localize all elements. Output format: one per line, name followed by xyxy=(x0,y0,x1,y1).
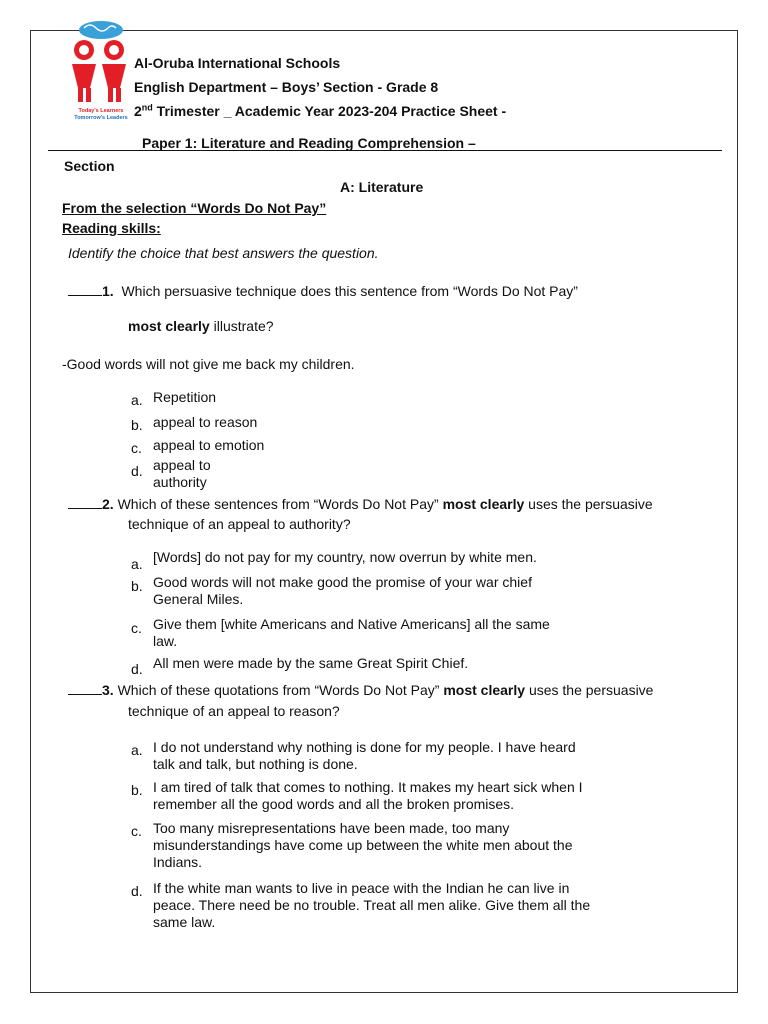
question-1-stem-line2: most clearly illustrate? xyxy=(128,318,274,334)
logo-tagline-2: Tomorrow's Leaders xyxy=(74,115,128,121)
answer-blank-1[interactable] xyxy=(68,284,102,296)
q2-option-b-letter: b. xyxy=(131,578,143,594)
q1-option-b: appeal to reason xyxy=(153,414,258,430)
reading-skills-heading: Reading skills: xyxy=(62,220,161,236)
q3-option-d: If the white man wants to live in peace with the Indian he can live in peace. There need be no trouble. Treat all men alike. Give them all the same law. xyxy=(153,880,591,930)
q3-option-d-letter: d. xyxy=(131,883,143,899)
instruction: Identify the choice that best answers the question. xyxy=(68,245,379,261)
header-divider xyxy=(48,150,722,151)
q2-option-c-letter: c. xyxy=(131,620,142,636)
q2-option-d: All men were made by the same Great Spirit Chief. xyxy=(153,655,469,671)
q3-option-a: I do not understand why nothing is done for my people. I have heard talk and talk, but nothing is done. xyxy=(153,739,576,772)
question-2-stem-line2: technique of an appeal to authority? xyxy=(128,516,351,532)
section-name: A: Literature xyxy=(340,179,424,195)
trimester-line: 2nd Trimester _ Academic Year 2023-204 Practice Sheet - xyxy=(134,102,507,119)
q2-option-b: Good words will not make good the promise of your war chief General Miles. xyxy=(153,574,532,607)
q1-option-c-letter: c. xyxy=(131,440,142,456)
department-line: English Department – Boys’ Section - Grade 8 xyxy=(134,79,439,95)
q1-option-b-letter: b. xyxy=(131,417,143,433)
q1-option-d: appeal to authority xyxy=(153,457,211,490)
q1-option-c: appeal to emotion xyxy=(153,437,265,453)
q2-option-a: [Words] do not pay for my country, now overrun by white men. xyxy=(153,549,537,565)
question-1-stem: 1. Which persuasive technique does this sentence from “Words Do Not Pay” xyxy=(68,283,578,299)
q3-option-c-letter: c. xyxy=(131,823,142,839)
q3-option-a-letter: a. xyxy=(131,742,143,758)
question-3-stem: 3. Which of these quotations from “Words Do Not Pay” most clearly uses the persuasive xyxy=(68,682,653,698)
question-2-stem: 2. Which of these sentences from “Words Do Not Pay” most clearly uses the persuasive xyxy=(68,496,653,512)
answer-blank-3[interactable] xyxy=(68,683,102,695)
answer-blank-2[interactable] xyxy=(68,497,102,509)
q1-option-d-letter: d. xyxy=(131,463,143,479)
q3-option-b: I am tired of talk that comes to nothing. It makes my heart sick when I remember all the good words and all the broken promises. xyxy=(153,779,583,812)
question-3-stem-line2: technique of an appeal to reason? xyxy=(128,703,340,719)
q2-option-a-letter: a. xyxy=(131,556,143,572)
q2-option-d-letter: d. xyxy=(131,661,143,677)
section-label: Section xyxy=(64,158,115,174)
question-1-quote: -Good words will not give me back my children. xyxy=(62,356,355,372)
q3-option-b-letter: b. xyxy=(131,782,143,798)
q1-option-a-letter: a. xyxy=(131,392,143,408)
logo-tagline-1: Today's Learners xyxy=(78,108,124,114)
selection-title: From the selection “Words Do Not Pay” xyxy=(62,200,327,216)
q3-option-c: Too many misrepresentations have been made, too many misunderstandings have come up between the white men about the Indians. xyxy=(153,820,573,870)
school-name: Al-Oruba International Schools xyxy=(134,55,341,71)
school-logo xyxy=(66,18,136,122)
paper-title: Paper 1: Literature and Reading Comprehension – xyxy=(142,135,476,151)
q1-option-a: Repetition xyxy=(153,389,217,405)
q2-option-c: Give them [white Americans and Native Americans] all the same law. xyxy=(153,616,550,649)
